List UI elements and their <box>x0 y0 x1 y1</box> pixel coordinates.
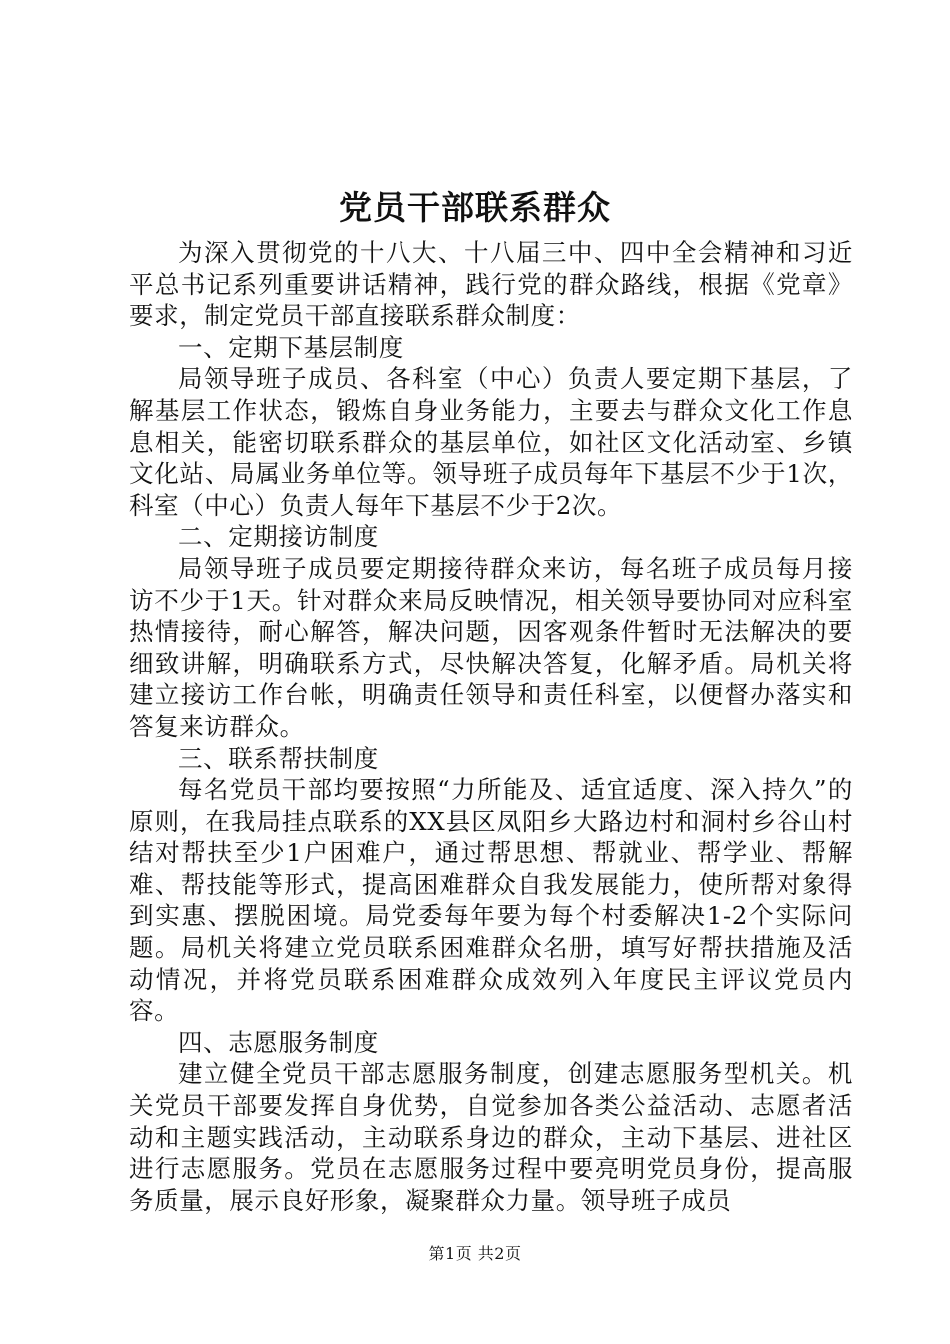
section-paragraph-2: 局领导班子成员要定期接待群众来访，每名班子成员每月接访不少于1天。针对群众来局反映情况，相关领导要协同对应科室热情接待，耐心解答，解决问题，因客观条件暂时无法解决的要细致讲解，明确联系方式，尽快解决答复，化解矛盾。局机关将建立接访工作台帐，明确责任领导和责任科室，以便督办落实和答复来访群众。 <box>129 553 853 741</box>
section-paragraph-1: 局领导班子成员、各科室（中心）负责人要定期下基层，了解基层工作状态，锻炼自身业务能力，主要去与群众文化工作息息相关，能密切联系群众的基层单位，如社区文化活动室、乡镇文化站、局属业务单位等。领导班子成员每年下基层不少于1次，科室（中心）负责人每年下基层不少于2次。 <box>129 364 853 520</box>
section-heading-3: 三、联系帮扶制度 <box>178 743 379 773</box>
section-heading-1: 一、定期下基层制度 <box>178 332 404 362</box>
page-footer: 第1页 共2页 <box>428 1244 522 1263</box>
document-title: 党员干部联系群众 <box>339 188 611 227</box>
intro-paragraph: 为深入贯彻党的十八大、十八届三中、四中全会精神和习近平总书记系列重要讲话精神，践行党的群众路线，根据《党章》要求，制定党员干部直接联系群众制度： <box>129 238 853 331</box>
section-heading-2: 二、定期接访制度 <box>178 522 379 552</box>
section-paragraph-3: 每名党员干部均要按照“力所能及、适宜适度、深入持久”的原则，在我局挂点联系的XX县区凤阳乡大路边村和洞村乡谷山村结对帮扶至少1户困难户，通过帮思想、帮就业、帮学业、帮解难、帮技能等形式，提高困难群众自我发展能力，使所帮对象得到实惠、摆脱困境。局党委每年要为每个村委解决1-2个实际问题。局机关将建立党员联系困难群众名册，填写好帮扶措施及活动情况，并将党员联系困难群众成效列入年度民主评议党员内容。 <box>129 775 853 1026</box>
section-paragraph-4: 建立健全党员干部志愿服务制度，创建志愿服务型机关。机关党员干部要发挥自身优势，自觉参加各类公益活动、志愿者活动和主题实践活动，主动联系身边的群众，主动下基层、进社区进行志愿服务。党员在志愿服务过程中要亮明党员身份，提高服务质量，展示良好形象，凝聚群众力量。领导班子成员 <box>129 1059 853 1215</box>
document-body <box>129 237 853 1216</box>
section-heading-4: 四、志愿服务制度 <box>178 1027 379 1057</box>
